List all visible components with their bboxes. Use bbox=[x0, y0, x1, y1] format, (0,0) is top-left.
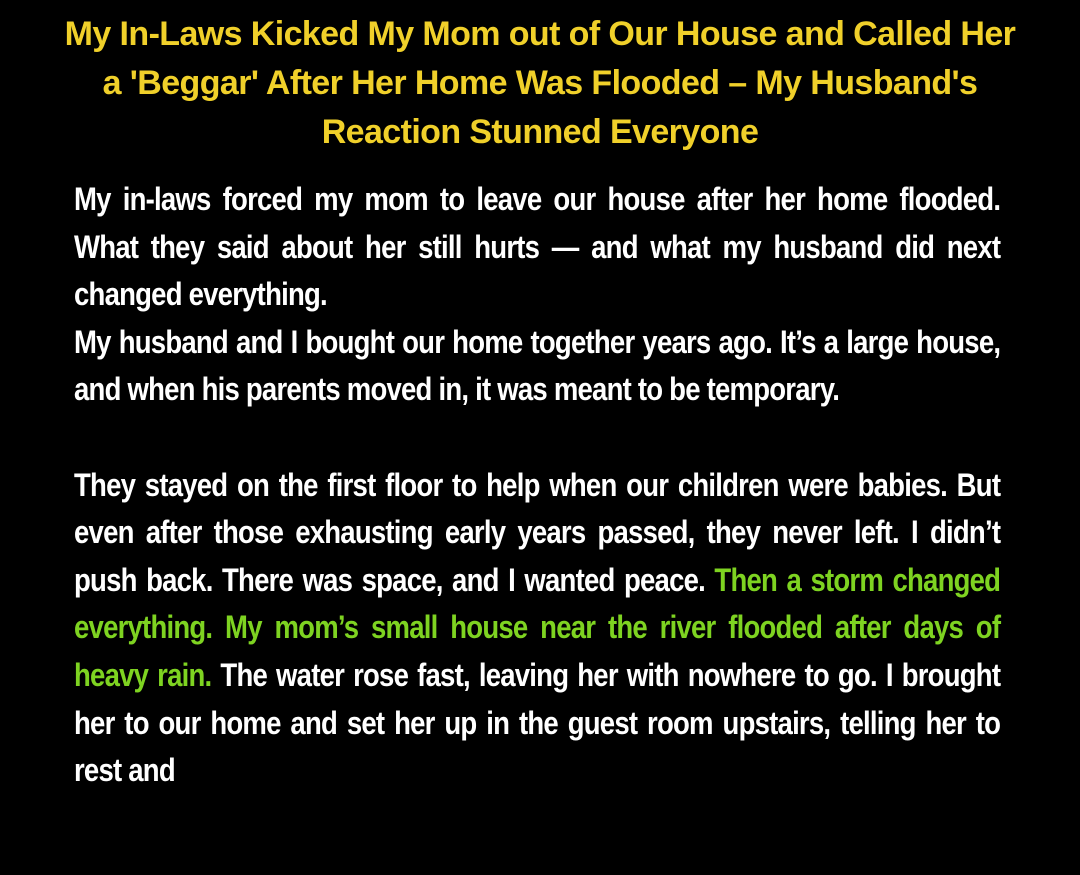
paragraph-2-start: They stayed on the first floor to help when our children were babies. But even after those exhausting early years passed, they never left. I didn’t push back. There was space, and I wanted peace. bbox=[74, 466, 1001, 598]
paragraph-2 bbox=[74, 462, 1000, 795]
intro-paragraph: My in-laws forced my mom to leave our house after her home flooded. What they said about her still hurts — and what my husband did next changed everything. bbox=[74, 181, 1001, 313]
paragraph-2-end: The water rose fast, leaving her with nowhere to go. I brought her to our home and set her up in the guest room upstairs, telling her to rest and bbox=[74, 656, 1001, 789]
article-body bbox=[74, 176, 1000, 795]
paragraph-1: My husband and I bought our home together years ago. It’s a large house, and when his parents moved in, it was meant to be temporary. bbox=[74, 323, 1001, 408]
article-title: My In-Laws Kicked My Mom out of Our House and Called Her a 'Beggar' After Her Home Was Flooded – My Husband's Reaction Stunned Everyone bbox=[64, 15, 1016, 151]
highlighted-text: Then a storm changed everything. My mom’s small house near the river flooded after days of heavy rain. bbox=[74, 561, 1001, 693]
